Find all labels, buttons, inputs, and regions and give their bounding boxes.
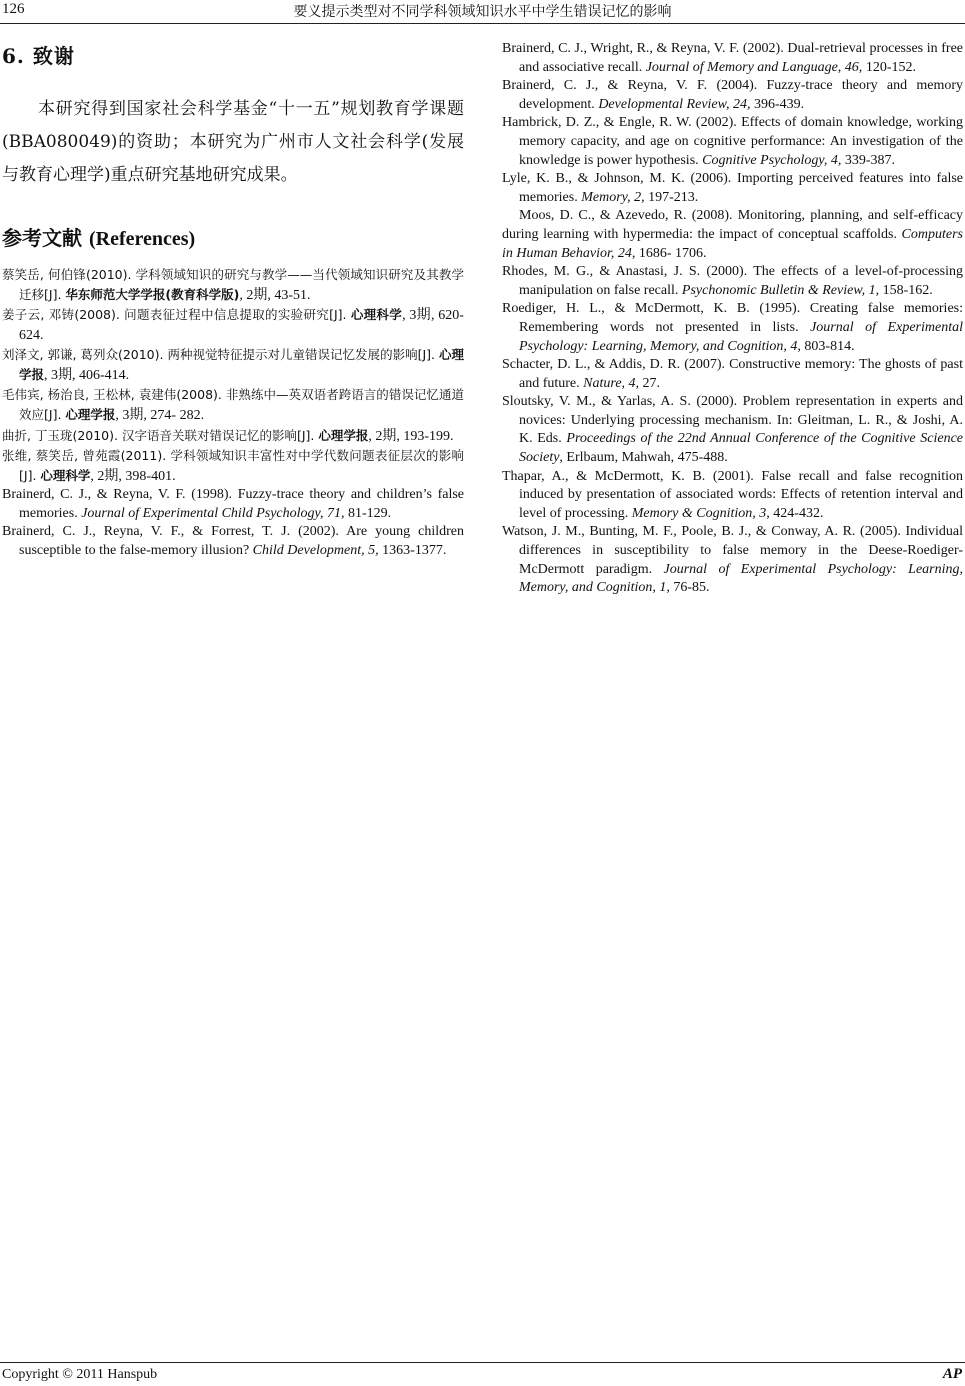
running-title: 要义提示类型对不同学科领域知识水平中学生错误记忆的影响 (293, 4, 672, 20)
reference-item: Schacter, D. L., & Addis, D. R. (2007). Constructive memory: The ghosts of past and future. Nature, 4, 27. (502, 357, 963, 391)
reference-item: Roediger, H. L., & McDermott, K. B. (1995). Creating false memories: Remembering words not presented in lists. Journal of Experimental Psychology: Learning, Memory, and Cognition, 4, 803-814. (502, 301, 963, 354)
reference-item: Brainerd, C. J., Reyna, V. F., & Forrest, T. J. (2002). Are young children susceptible to the false-memory illusion? Child Development, 5, 1363-1377. (2, 524, 464, 559)
reference-item: Brainerd, C. J., Wright, R., & Reyna, V. F. (2002). Dual-retrieval processes in free and associative recall. Journal of Memory and Language, 46, 120-152. (502, 41, 963, 75)
reference-item: Brainerd, C. J., & Reyna, V. F. (1998). Fuzzy-trace theory and children’s false memories. Journal of Experimental Child Psychology, 71, 81-129. (2, 487, 464, 521)
acknowledgement-text: 本研究得到国家社会科学基金“十一五”规划教育学课题(BBA080049)的资助；本研究为广州市人文社会科学(发展与教育心理学)重点研究基地研究成果。 (2, 99, 464, 185)
page-footer (0, 1362, 965, 1386)
page-number: 126 (2, 1, 25, 17)
reference-item: Watson, J. M., Bunting, M. F., Poole, B. J., & Conway, A. R. (2005). Individual differences in susceptibility to false memory in the Deese-Roediger-McDermott paradigm. Journal of Experimental Psychology: Learning, Memory, and Cognition, 1, 76-85. (502, 524, 963, 596)
references-heading-en: (References) (88, 228, 196, 250)
reference-item: Hambrick, D. Z., & Engle, R. W. (2002). Effects of domain knowledge, working memory capacity, and age on cognitive performance: An investigation of the knowledge is power hypothesis. Cognitive Psychology, 4, 339-387. (502, 115, 963, 168)
right-column (502, 40, 963, 598)
reference-list-right (502, 40, 963, 598)
reference-item: Rhodes, M. G., & Anastasi, J. S. (2000). The effects of a level-of-processing manipulation on false recall. Psychonomic Bulletin & Review, 1, 158-162. (502, 264, 963, 298)
reference-item: 张维, 蔡笑岳, 曾苑霞(2011). 学科领域知识丰富性对中学代数问题表征层次的影响[J]. 心理科学, 2期, 398-401. (2, 447, 464, 485)
left-column (2, 40, 464, 561)
copyright-notice: Copyright © 2011 Hanspub (2, 1367, 158, 1382)
reference-item: Thapar, A., & McDermott, K. B. (2001). False recall and false recognition induced by presentation of associated words: Effects of retention interval and level of processing. Memory & Cognition, 3, 424-432. (502, 468, 963, 521)
reference-item: Brainerd, C. J., & Reyna, V. F. (2004). Fuzzy-trace theory and memory development. Developmental Review, 24, 396-439. (502, 78, 963, 112)
references-heading (2, 222, 464, 251)
references-heading-zh: 参考文献 (2, 226, 82, 250)
reference-item: 毛伟宾, 杨治良, 王松林, 袁建伟(2008). 非熟练中—英双语者跨语言的错误记忆通道效应[J]. 心理学报, 3期, 274- 282. (2, 387, 464, 424)
reference-item: Lyle, K. B., & Johnson, M. K. (2006). Importing perceived features into false memories. Memory, 2, 197-213. (502, 171, 963, 205)
reference-item: 刘泽文, 郭谦, 葛列众(2010). 两种视觉特征提示对儿童错误记忆发展的影响[J]. 心理学报, 3期, 406-414. (2, 346, 464, 384)
reference-item: Sloutsky, V. M., & Yarlas, A. S. (2000). Problem representation in experts and novices: Underlying processing mechanism. In: Gleitman, L. R., & Joshi, A. K. Eds. Proceedings of the 22nd Annual Conference of the Cognitive Science Society, Erlbaum, Mahwah, 475-488. (502, 394, 963, 466)
reference-list-left (2, 265, 464, 561)
acknowledgement-heading: 6. 致谢 (2, 44, 75, 68)
reference-item: 姜子云, 邓铸(2008). 问题表征过程中信息提取的实验研究[J]. 心理科学, 3期, 620-624. (2, 307, 464, 343)
reference-item: Moos, D. C., & Azevedo, R. (2008). Monitoring, planning, and self-efficacy during learning with hypermedia: the impact of conceptual scaffolds. Computers in Human Behavior, 24, 1686- 1706. (502, 208, 963, 261)
journal-abbreviation: AP (942, 1366, 962, 1382)
page-header (0, 0, 965, 24)
reference-item: 蔡笑岳, 何伯锋(2010). 学科领域知识的研究与教学——当代领域知识研究及其教学迁移[J]. 华东师范大学学报(教育科学版), 2期, 43-51. (2, 267, 464, 304)
reference-item: 曲折, 丁玉珑(2010). 汉字语音关联对错误记忆的影响[J]. 心理学报, 2期, 193-199. (2, 427, 454, 444)
